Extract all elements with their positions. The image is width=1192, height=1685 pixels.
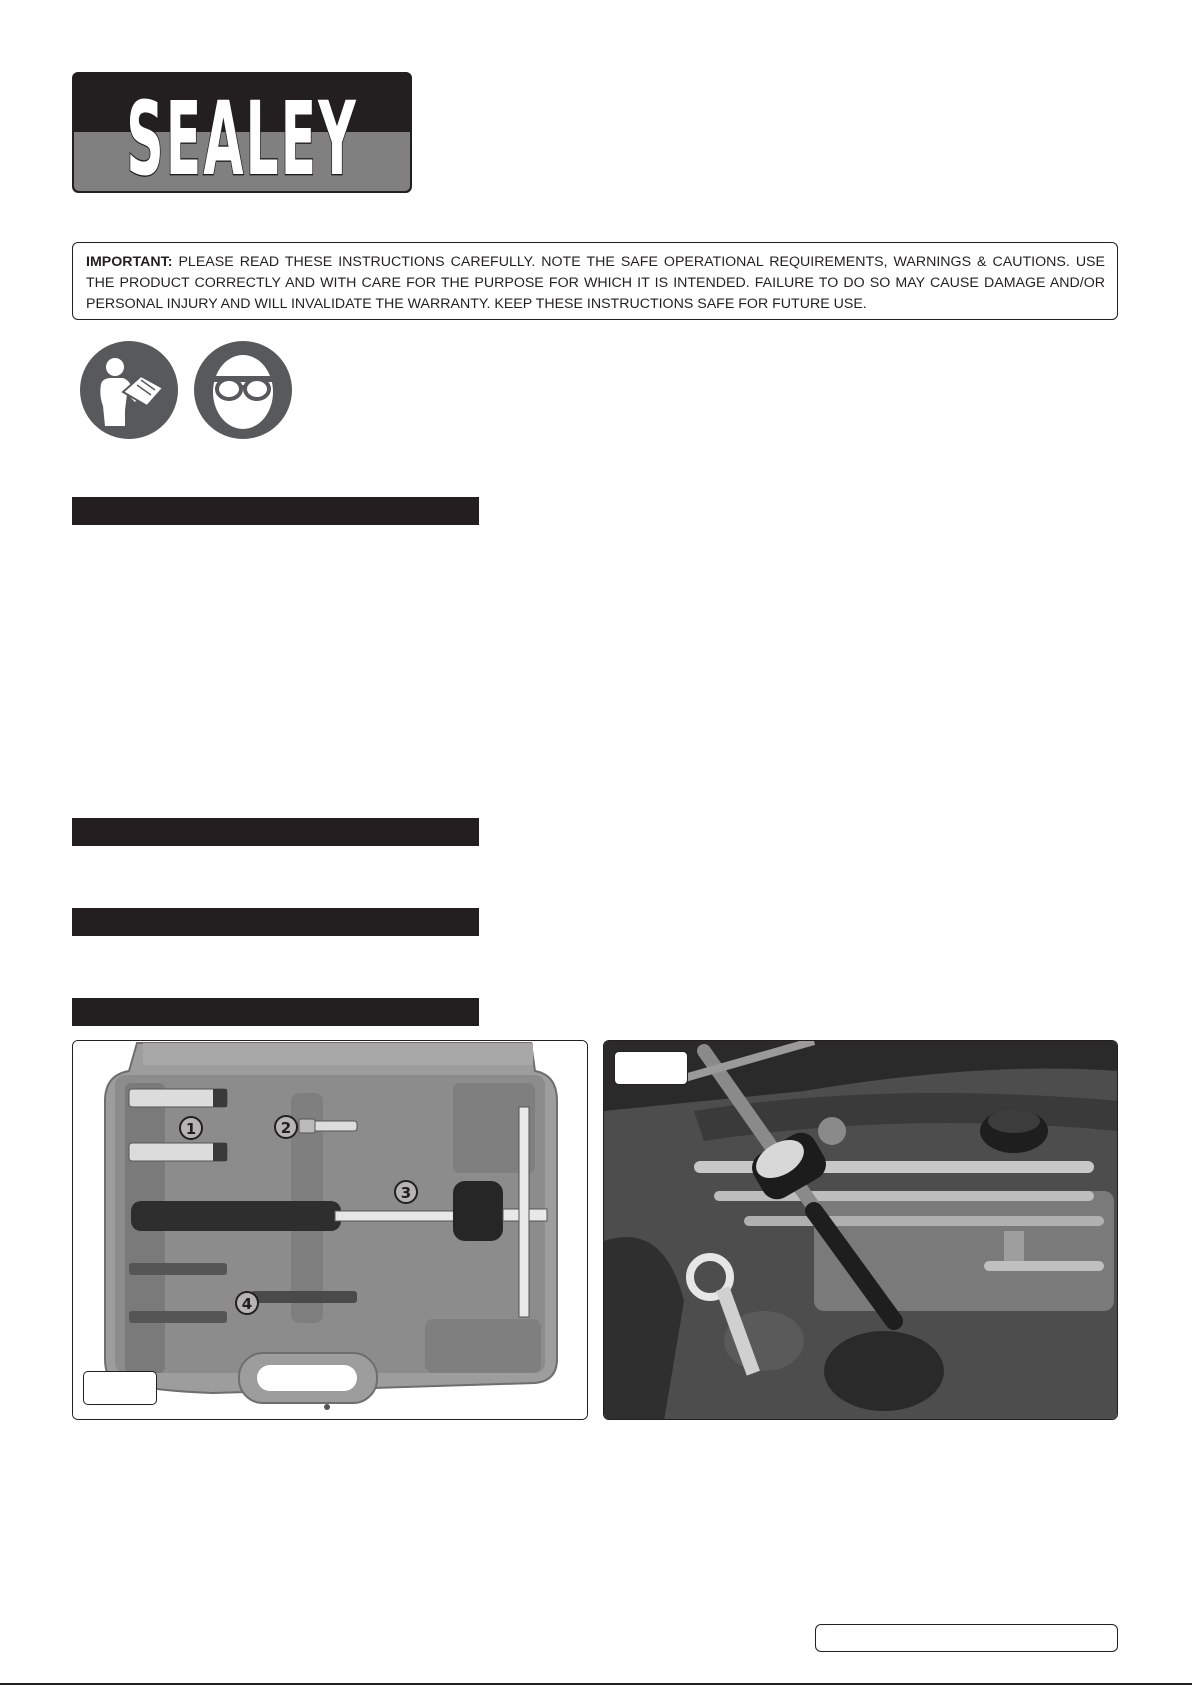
figure-1-label-box: [83, 1371, 157, 1405]
section-bar-3: [72, 908, 479, 936]
callout-3: 3: [400, 1184, 412, 1202]
engine-bay-photo: [604, 1041, 1118, 1420]
eye-protection-icon: [193, 340, 293, 440]
footer-reference-box: [815, 1624, 1118, 1652]
tool-case-illustration: [73, 1041, 588, 1420]
important-label: IMPORTANT:: [86, 254, 173, 270]
section-bar-2: [72, 818, 479, 846]
figure-engine-photo: [603, 1040, 1118, 1420]
svg-text:SEALEY: SEALEY: [126, 80, 358, 193]
section-bar-1: [72, 497, 479, 525]
section-bar-4: [72, 998, 479, 1026]
figure-kit-case: [72, 1040, 588, 1420]
important-text: PLEASE READ THESE INSTRUCTIONS CAREFULLY. NOTE THE SAFE OPERATIONAL REQUIREMENTS, WARNINGS & CAUTIONS. USE THE PRODUCT CORRECTLY AND WITH CARE FOR THE PURPOSE FOR WHICH IT IS INTENDED. FAILURE TO DO SO MAY CAUSE DAMAGE AND/OR PERSONAL INJURY AND WILL INVALIDATE THE WARRANTY. KEEP THESE INSTRUCTIONS SAFE FOR FUTURE USE.: [86, 254, 1105, 312]
callout-2: 2: [280, 1119, 292, 1137]
callout-1: 1: [185, 1120, 197, 1138]
read-manual-icon: [79, 340, 179, 440]
callout-4: 4: [241, 1295, 253, 1313]
figure-2-label-box: [614, 1051, 688, 1085]
sealey-logo: [72, 72, 412, 193]
important-notice: [72, 242, 1118, 320]
